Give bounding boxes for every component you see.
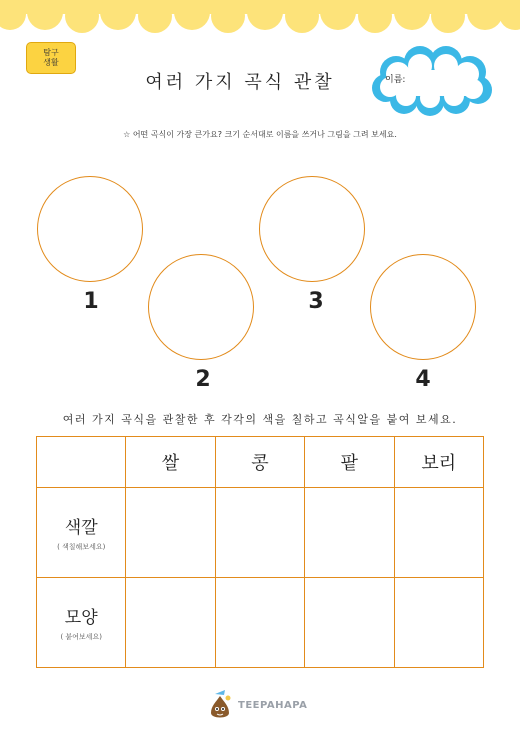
table-caption: 여러 가지 곡식을 관찰한 후 각각의 색을 칠하고 곡식알을 붙여 보세요.	[62, 413, 458, 426]
mascot-logo-icon	[206, 688, 234, 722]
top-cloud-band	[0, 0, 520, 40]
header-rice: 쌀	[126, 437, 215, 488]
observation-table	[36, 436, 484, 668]
row-label-cell-color	[37, 488, 126, 578]
table-row-color	[37, 488, 484, 578]
cell-color-red-bean[interactable]	[305, 488, 394, 578]
table-row-shape	[37, 578, 484, 668]
drawing-circle-3[interactable]	[259, 176, 365, 282]
circle-number-1: 1	[83, 289, 99, 314]
badge-line-1: 탐구	[43, 48, 59, 57]
cell-shape-barley[interactable]	[394, 578, 483, 668]
row-label-color: 색깔	[64, 518, 98, 538]
name-label: 이름:	[385, 75, 406, 85]
drawing-circle-2[interactable]	[148, 254, 254, 360]
circle-number-4: 4	[415, 367, 431, 392]
cell-shape-rice[interactable]	[126, 578, 215, 668]
circle-number-3: 3	[308, 289, 324, 314]
row-hint-color: ( 색칠해보세요)	[57, 543, 106, 551]
header-barley: 보리	[394, 437, 483, 488]
header-red-bean: 팥	[305, 437, 394, 488]
cell-color-bean[interactable]	[215, 488, 304, 578]
drawing-circle-1[interactable]	[37, 176, 143, 282]
header-bean: 콩	[215, 437, 304, 488]
instruction-text: ☆ 어떤 곡식이 가장 큰가요? 크기 순서대로 이름을 쓰거나 그림을 그려 보세요.	[123, 130, 397, 139]
page-title: 여러 가지 곡식 관찰	[145, 72, 335, 93]
circle-number-2: 2	[195, 367, 211, 392]
row-label-shape: 모양	[64, 608, 98, 628]
subject-badge	[26, 42, 76, 74]
table-header-row	[37, 437, 484, 488]
header-empty-cell	[37, 437, 126, 488]
cell-shape-bean[interactable]	[215, 578, 304, 668]
cell-color-rice[interactable]	[126, 488, 215, 578]
drawing-circle-4[interactable]	[370, 254, 476, 360]
row-label-cell-shape	[37, 578, 126, 668]
row-hint-shape: ( 붙여보세요)	[60, 633, 102, 641]
cell-color-barley[interactable]	[394, 488, 483, 578]
brand-logo-text: TEEPAHAPA	[238, 700, 308, 711]
badge-line-2: 생활	[43, 58, 59, 67]
cell-shape-red-bean[interactable]	[305, 578, 394, 668]
